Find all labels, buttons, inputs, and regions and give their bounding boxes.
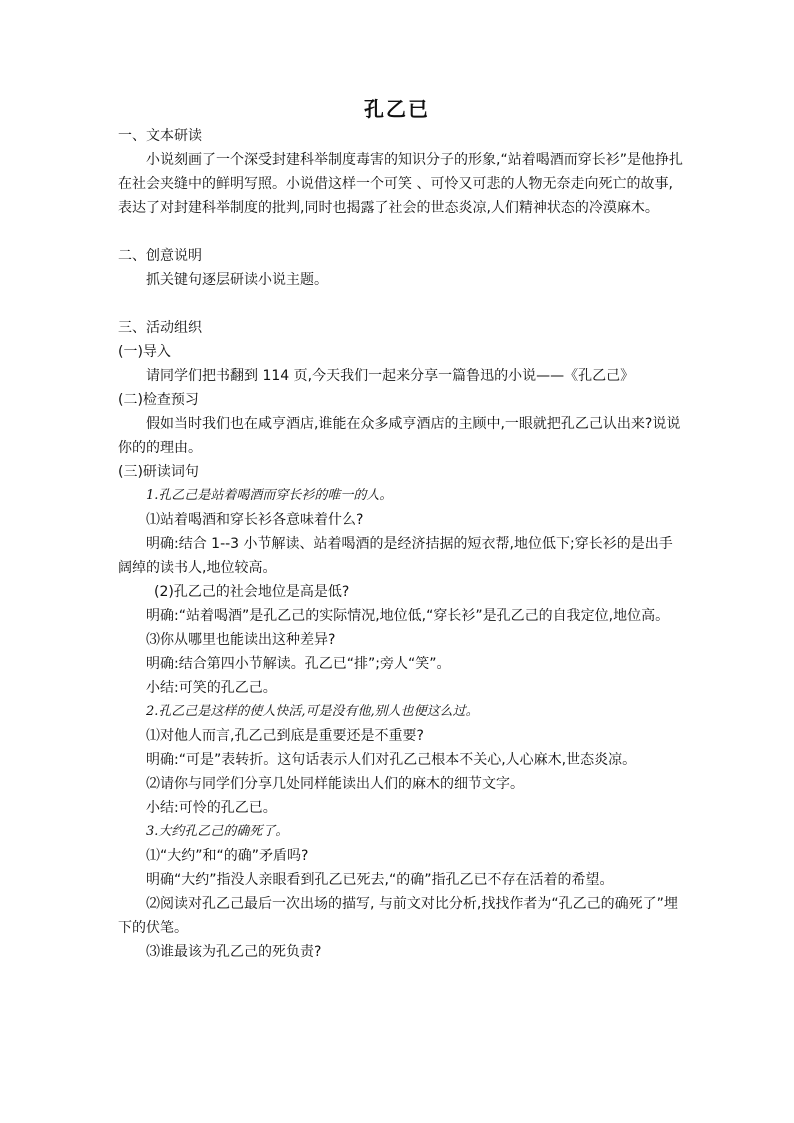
document-body bbox=[118, 124, 684, 964]
preview-paragraph: 假如当时我们也在咸亨酒店,谁能在众多咸亨酒店的主顾中,一眼就把孔乙己认出来?说说你的的理由。 bbox=[118, 416, 681, 456]
answer-2-1: 明确:“可是”表转折。这句话表示人们对孔乙己根本不关心,人心麻木,世态炎凉。 bbox=[146, 752, 637, 768]
subsection-heading-intro: (一)导入 bbox=[118, 344, 171, 360]
answer-3-1: 明确“大约”指没人亲眼看到孔乙已死去,“的确”指孔乙已不存在活着的希望。 bbox=[146, 872, 614, 888]
key-sentence-3: 3.大约孔乙己的确死了。 bbox=[146, 824, 289, 839]
section-heading-3: 三、活动组织 bbox=[118, 320, 202, 336]
subsection-heading-preview: (二)检查预习 bbox=[118, 392, 199, 408]
question-3-3: ⑶谁最该为孔乙己的死负责? bbox=[146, 944, 322, 960]
answer-1-1: 明确:结合 1--3 小节解读、站着喝酒的是经济拮据的短衣帮,地位低下;穿长衫的是出手阔绰的读书人,地位较高。 bbox=[118, 536, 673, 576]
section-heading-2: 二、创意说明 bbox=[118, 248, 202, 264]
question-1-2: (2)孔乙己的社会地位是高是低? bbox=[154, 584, 350, 600]
subsection-heading-study: (三)研读词句 bbox=[118, 464, 199, 480]
section-2-paragraph: 抓关键句逐层研读小说主题。 bbox=[146, 272, 328, 288]
answer-1-2: 明确:“站着喝酒”是孔乙己的实际情况,地位低,“穿长衫”是孔乙己的自我定位,地位高。 bbox=[146, 608, 670, 624]
section-1-paragraph: 小说刻画了一个深受封建科举制度毒害的知识分子的形象,“站着喝酒而穿长衫”是他挣扎在社会夹缝中的鲜明写照。小说借这样一个可笑 、可怜又可悲的人物无奈走向死亡的故事,表达了对封建科举制度的批判,同时也揭露了社会的世态炎凉,人们精神状态的冷漠麻木。 bbox=[118, 152, 683, 216]
question-1-3: ⑶你从哪里也能读出这种差异? bbox=[146, 632, 336, 648]
spacer bbox=[118, 292, 684, 316]
question-2-1: ⑴对他人而言,孔乙己到底是重要还是不重要? bbox=[146, 728, 424, 744]
page-title: 孔乙已 bbox=[364, 97, 430, 121]
summary-2: 小结:可怜的孔乙已。 bbox=[146, 800, 277, 816]
summary-1: 小结:可笑的孔乙己。 bbox=[146, 680, 277, 696]
question-1-1: ⑴站着喝酒和穿长衫各意味着什么? bbox=[146, 512, 364, 528]
question-2-2: ⑵请你与同学们分享几处同样能读出人们的麻木的细节文字。 bbox=[146, 776, 524, 792]
answer-1-3: 明确:结合第四小节解读。孔乙已“排”;旁人“笑”。 bbox=[146, 656, 451, 672]
key-sentence-1: 1.孔乙己是站着喝酒而穿长衫的唯一的人。 bbox=[146, 488, 393, 503]
intro-paragraph: 请同学们把书翻到 114 页,今天我们一起来分享一篇鲁迅的小说——《孔乙己》 bbox=[146, 368, 635, 384]
section-heading-1: 一、文本研读 bbox=[118, 128, 202, 144]
key-sentence-2: 2.孔乙己是这样的使人快活,可是没有他,别人也便这么过。 bbox=[146, 704, 479, 719]
question-3-1: ⑴“大约”和“的确”矛盾吗? bbox=[146, 848, 309, 864]
spacer bbox=[118, 220, 684, 244]
question-3-2: ⑵阅读对孔乙己最后一次出场的描写, 与前文对比分析,找找作者为“孔乙己的确死了”埋下的伏笔。 bbox=[118, 896, 678, 936]
